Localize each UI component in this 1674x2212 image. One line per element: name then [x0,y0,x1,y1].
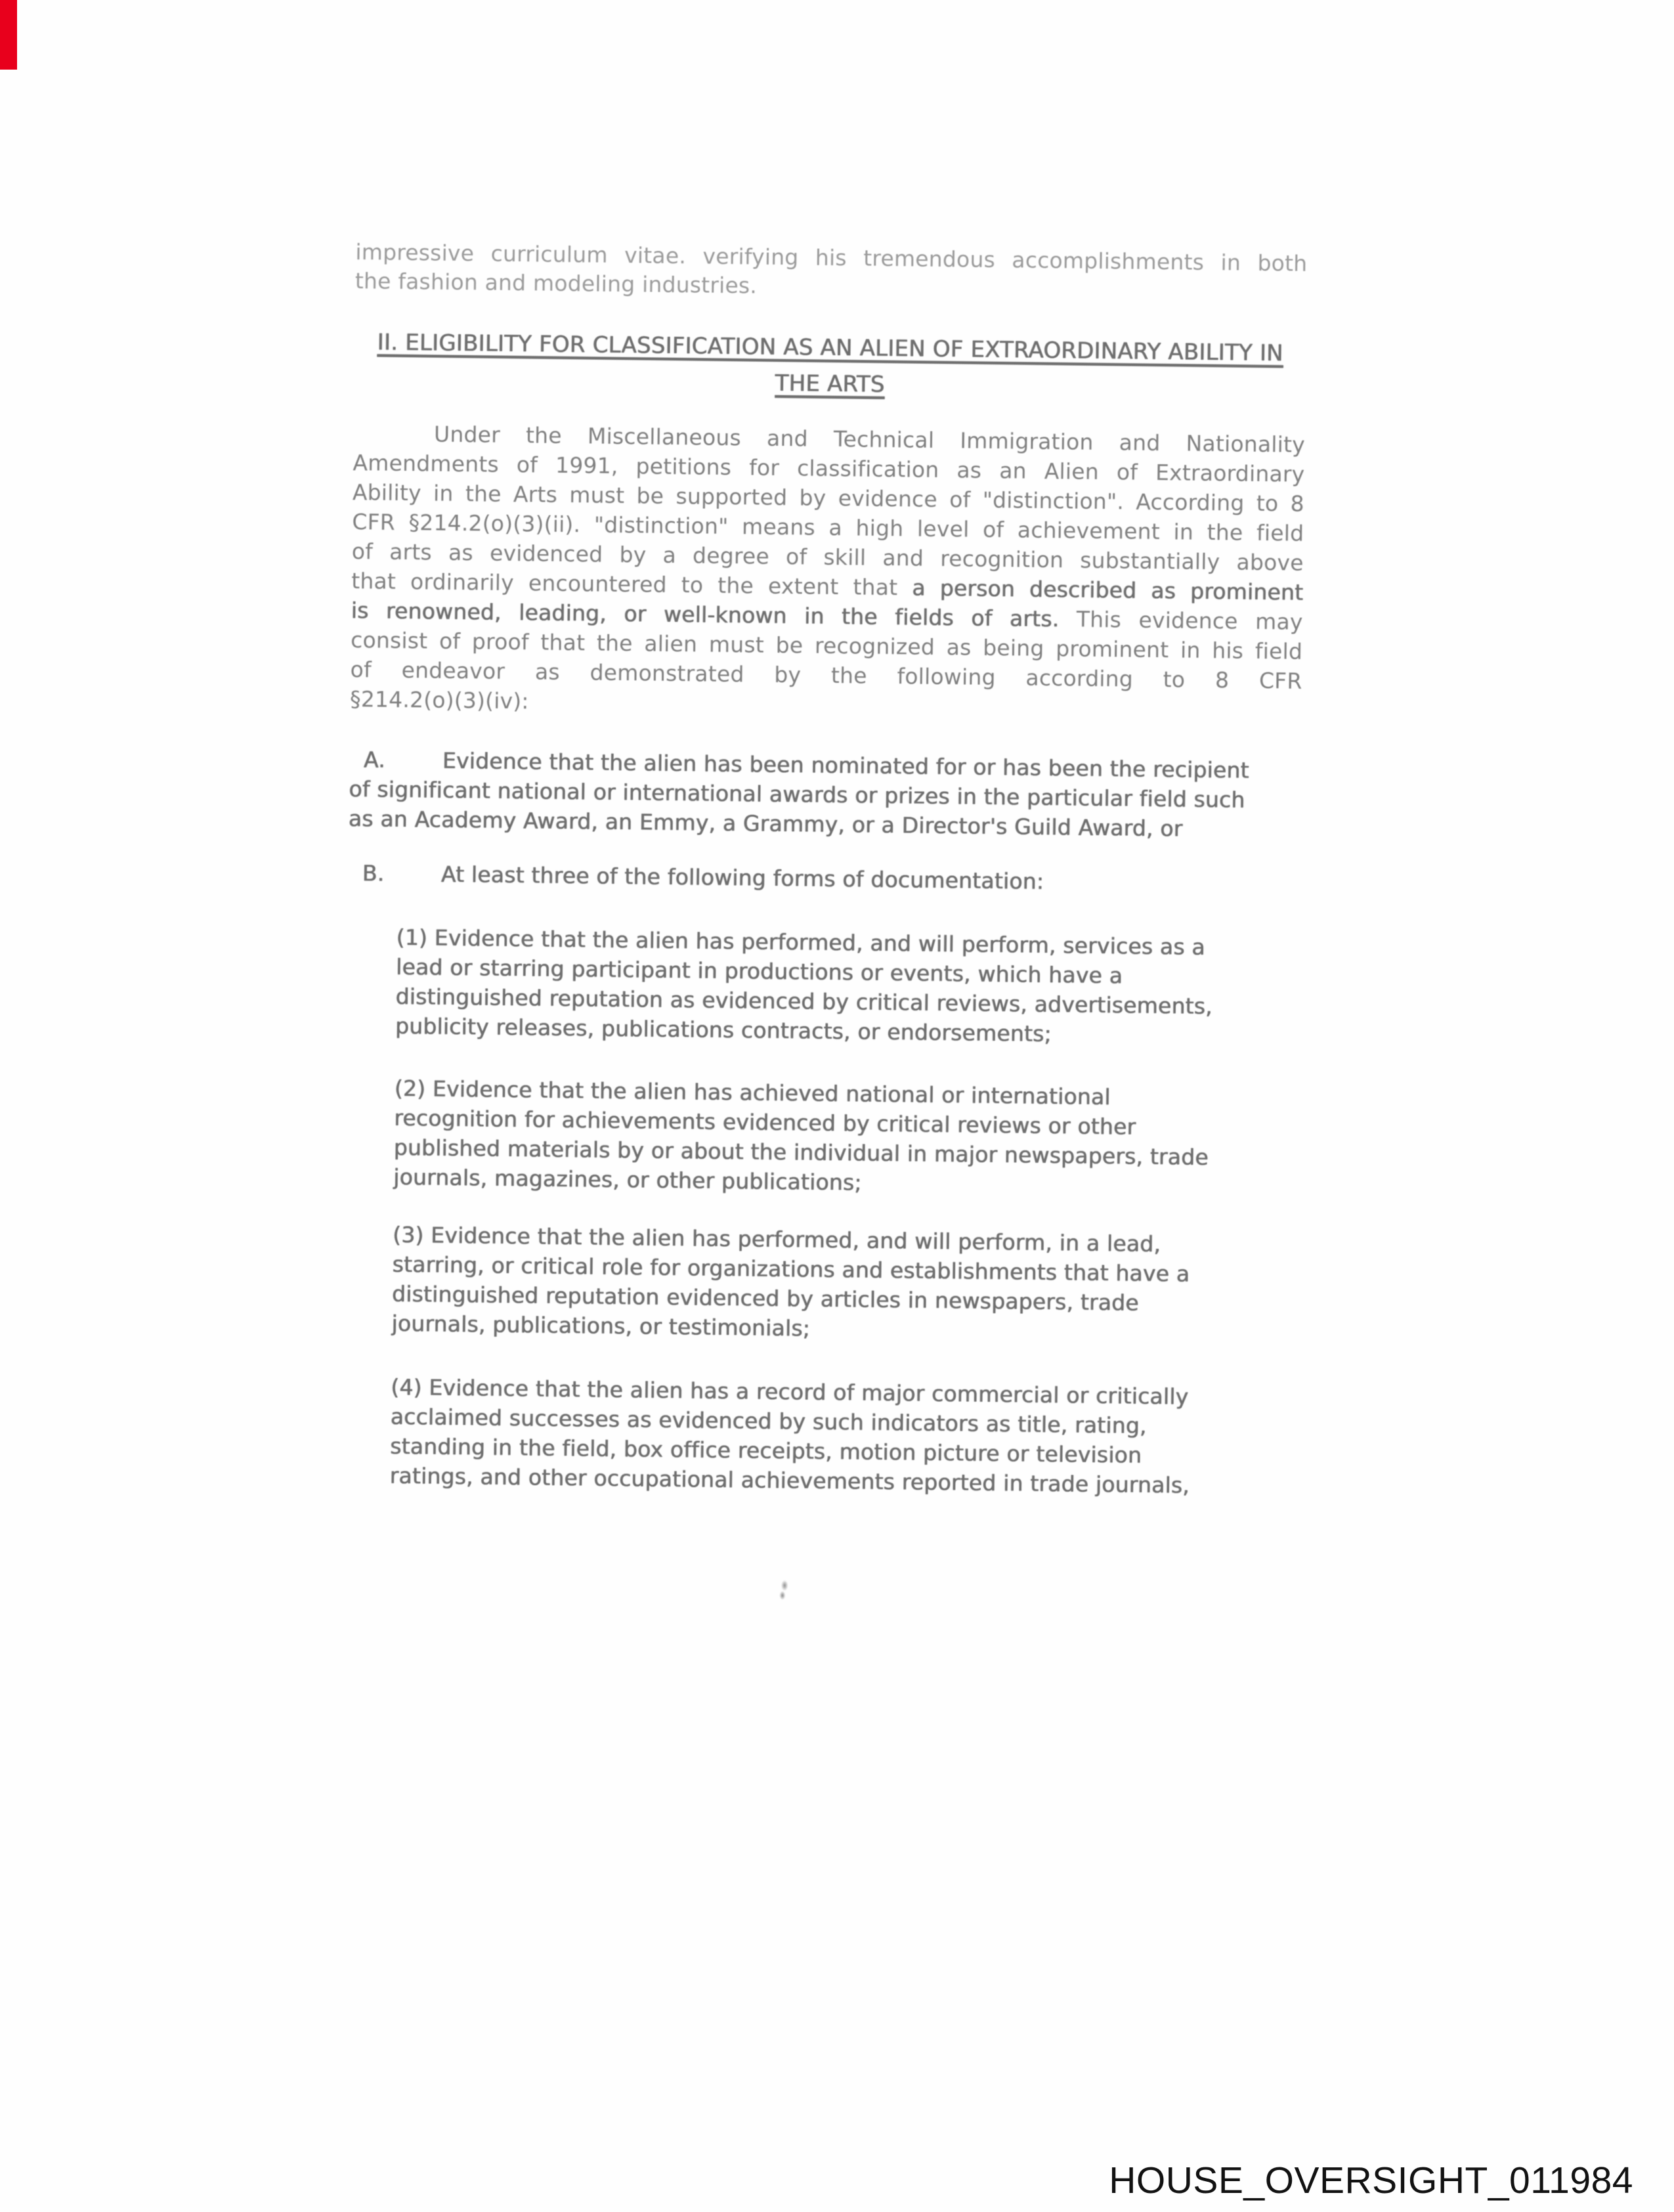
criteria-line: recognition for achievements evidenced by critical reviews or other [394,1104,1136,1140]
item-b-line [348,858,1300,900]
regulation-line: Under the Miscellaneous and Technical Immigration and Nationality [433,421,1306,458]
criteria-line: (4) Evidence that the alien has a record of major commercial or critically [391,1374,1189,1410]
heading-line-2: THE ARTS [775,370,885,398]
criteria-line: ratings, and other occupational achievements reported in trade journals, [389,1462,1190,1498]
heading-line-1: II. ELIGIBILITY FOR CLASSIFICATION AS AN ALIEN OF EXTRAORDINARY ABILITY IN [377,329,1283,367]
regulation-text: that ordinarily encountered to the extent that [351,567,912,601]
regulation-line: Ability in the Arts must be supported by evidence of "distinction". According to 8 [352,479,1305,517]
criteria-item-1 [395,922,1299,1052]
item-a-line: as an Academy Award, an Emmy, a Grammy, or a Director's Guild Award, or [348,805,1183,842]
criteria-item-2 [393,1073,1297,1203]
criteria-line: distinguished reputation evidenced by articles in newspapers, trade [391,1280,1140,1316]
regulation-bold-text: a person described as prominent [912,575,1304,605]
regulation-text: This evidence may [1059,606,1303,635]
criteria-line: (2) Evidence that the alien has achieved national or international [394,1075,1111,1110]
item-a [349,745,1302,845]
regulation-line: Amendments of 1991, petitions for classification as an Alien of Extraordinary [353,449,1305,487]
regulation-line: CFR §214.2(o)(3)(ii). "distinction" means a high level of achievement in the field [352,508,1304,546]
criteria-line: journals, magazines, or other publications; [393,1163,862,1196]
criteria-line: starring, or critical role for organizations and establishments that have a [392,1251,1190,1287]
bates-stamp: HOUSE_OVERSIGHT_011984 [1109,2159,1633,2201]
item-b-label: B. [362,860,385,886]
criteria-line: standing in the field, box office receipts, motion picture or television [389,1433,1142,1468]
regulation-bold-text: is renowned, leading, or well-known in the fields of arts. [351,597,1060,632]
criteria-line: acclaimed successes as evidenced by such indicators as title, rating, [390,1403,1147,1439]
intro-line: impressive curriculum vitae. verifying his tremendous accomplishments in both [355,239,1308,276]
scan-smudge [776,1578,790,1602]
criteria-line: journals, publications, or testimonials; [391,1310,811,1341]
criteria-line: published materials by or about the individual in major newspapers, trade [393,1134,1209,1170]
scan-content [332,0,1310,2212]
item-a-line: of significant national or international awards or prizes in the particular field such [349,775,1245,813]
regulation-line: of endeavor as demonstrated by the following according to 8 CFR [350,656,1302,694]
criteria-line: (3) Evidence that the alien has performed, and will perform, in a lead, [392,1221,1161,1257]
criteria-line: (1) Evidence that the alien has performed, and will perform, services as a [396,924,1206,960]
criteria-item-4 [389,1372,1293,1502]
criteria-line: lead or starring participant in productions or events, which have a [395,953,1123,989]
section-heading [354,324,1306,408]
criteria-item-3 [391,1220,1295,1349]
item-a-text: Evidence that the alien has been nominated for or has been the recipient [442,747,1249,783]
criteria-line: publicity releases, publications contracts, or endorsements; [395,1012,1052,1047]
item-b [348,858,1300,900]
regulation-line: of arts as evidenced by a degree of skill and recognition substantially above [351,538,1304,576]
item-a-label: A. [363,747,386,773]
red-edge-mark [0,0,17,70]
item-b-text: At least three of the following forms of documentation: [440,861,1044,894]
intro-paragraph [355,238,1308,307]
regulation-line: consist of proof that the alien must be recognized as being prominent in his field [350,626,1303,664]
regulation-line: §214.2(o)(3)(iv): [349,685,529,714]
criteria-line: distinguished reputation as evidenced by critical reviews, advertisements, [395,983,1213,1020]
regulation-paragraph [350,418,1305,726]
intro-line: the fashion and modeling industries. [354,268,758,299]
